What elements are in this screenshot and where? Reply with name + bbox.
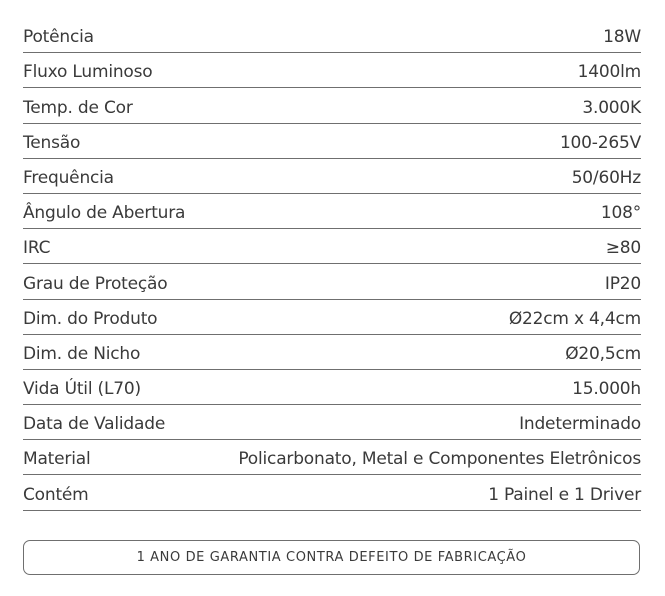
spec-label: Grau de Proteção xyxy=(23,273,168,294)
spec-label: Frequência xyxy=(23,167,114,188)
spec-row-vida-util xyxy=(23,370,641,405)
spec-row-temp-cor xyxy=(23,88,641,123)
spec-value: 18W xyxy=(603,27,641,48)
spec-label: IRC xyxy=(23,238,51,259)
spec-row-frequencia xyxy=(23,159,641,194)
spec-row-contem xyxy=(23,475,641,510)
spec-row-tensao xyxy=(23,124,641,159)
spec-row-irc xyxy=(23,229,641,264)
spec-value: 1 Painel e 1 Driver xyxy=(488,484,641,505)
spec-label: Fluxo Luminoso xyxy=(23,62,153,83)
spec-row-dim-nicho xyxy=(23,335,641,370)
spec-value: Ø20,5cm xyxy=(565,343,641,364)
spec-value: 108° xyxy=(600,203,641,224)
spec-value: IP20 xyxy=(604,273,641,294)
warranty-text: 1 ANO DE GARANTIA CONTRA DEFEITO DE FABRICAÇÃO xyxy=(136,550,527,565)
spec-label: Tensão xyxy=(23,132,81,153)
spec-value: 1400lm xyxy=(577,62,641,83)
spec-row-potencia xyxy=(23,18,641,53)
spec-value: ≥80 xyxy=(605,238,641,259)
spec-value: Ø22cm x 4,4cm xyxy=(508,308,641,329)
spec-label: Dim. do Produto xyxy=(23,308,158,329)
spec-label: Vida Útil (L70) xyxy=(23,379,141,400)
spec-label: Temp. de Cor xyxy=(23,97,133,118)
spec-table xyxy=(23,18,641,511)
spec-row-angulo-abertura xyxy=(23,194,641,229)
spec-label: Dim. de Nicho xyxy=(23,343,141,364)
spec-value: Policarbonato, Metal e Componentes Eletrônicos xyxy=(238,449,641,470)
spec-row-dim-produto xyxy=(23,300,641,335)
spec-row-data-validade xyxy=(23,405,641,440)
spec-label: Data de Validade xyxy=(23,414,166,435)
spec-label: Material xyxy=(23,449,91,470)
spec-row-fluxo-luminoso xyxy=(23,53,641,88)
spec-value: 3.000K xyxy=(582,97,641,118)
warranty-badge xyxy=(23,540,640,575)
spec-value: 15.000h xyxy=(572,379,641,400)
spec-value: 50/60Hz xyxy=(571,167,641,188)
spec-value: Indeterminado xyxy=(519,414,641,435)
spec-row-material xyxy=(23,440,641,475)
spec-value: 100-265V xyxy=(559,132,641,153)
spec-label: Ângulo de Abertura xyxy=(23,203,186,224)
spec-label: Contém xyxy=(23,484,89,505)
spec-label: Potência xyxy=(23,27,94,48)
spec-row-grau-protecao xyxy=(23,264,641,299)
